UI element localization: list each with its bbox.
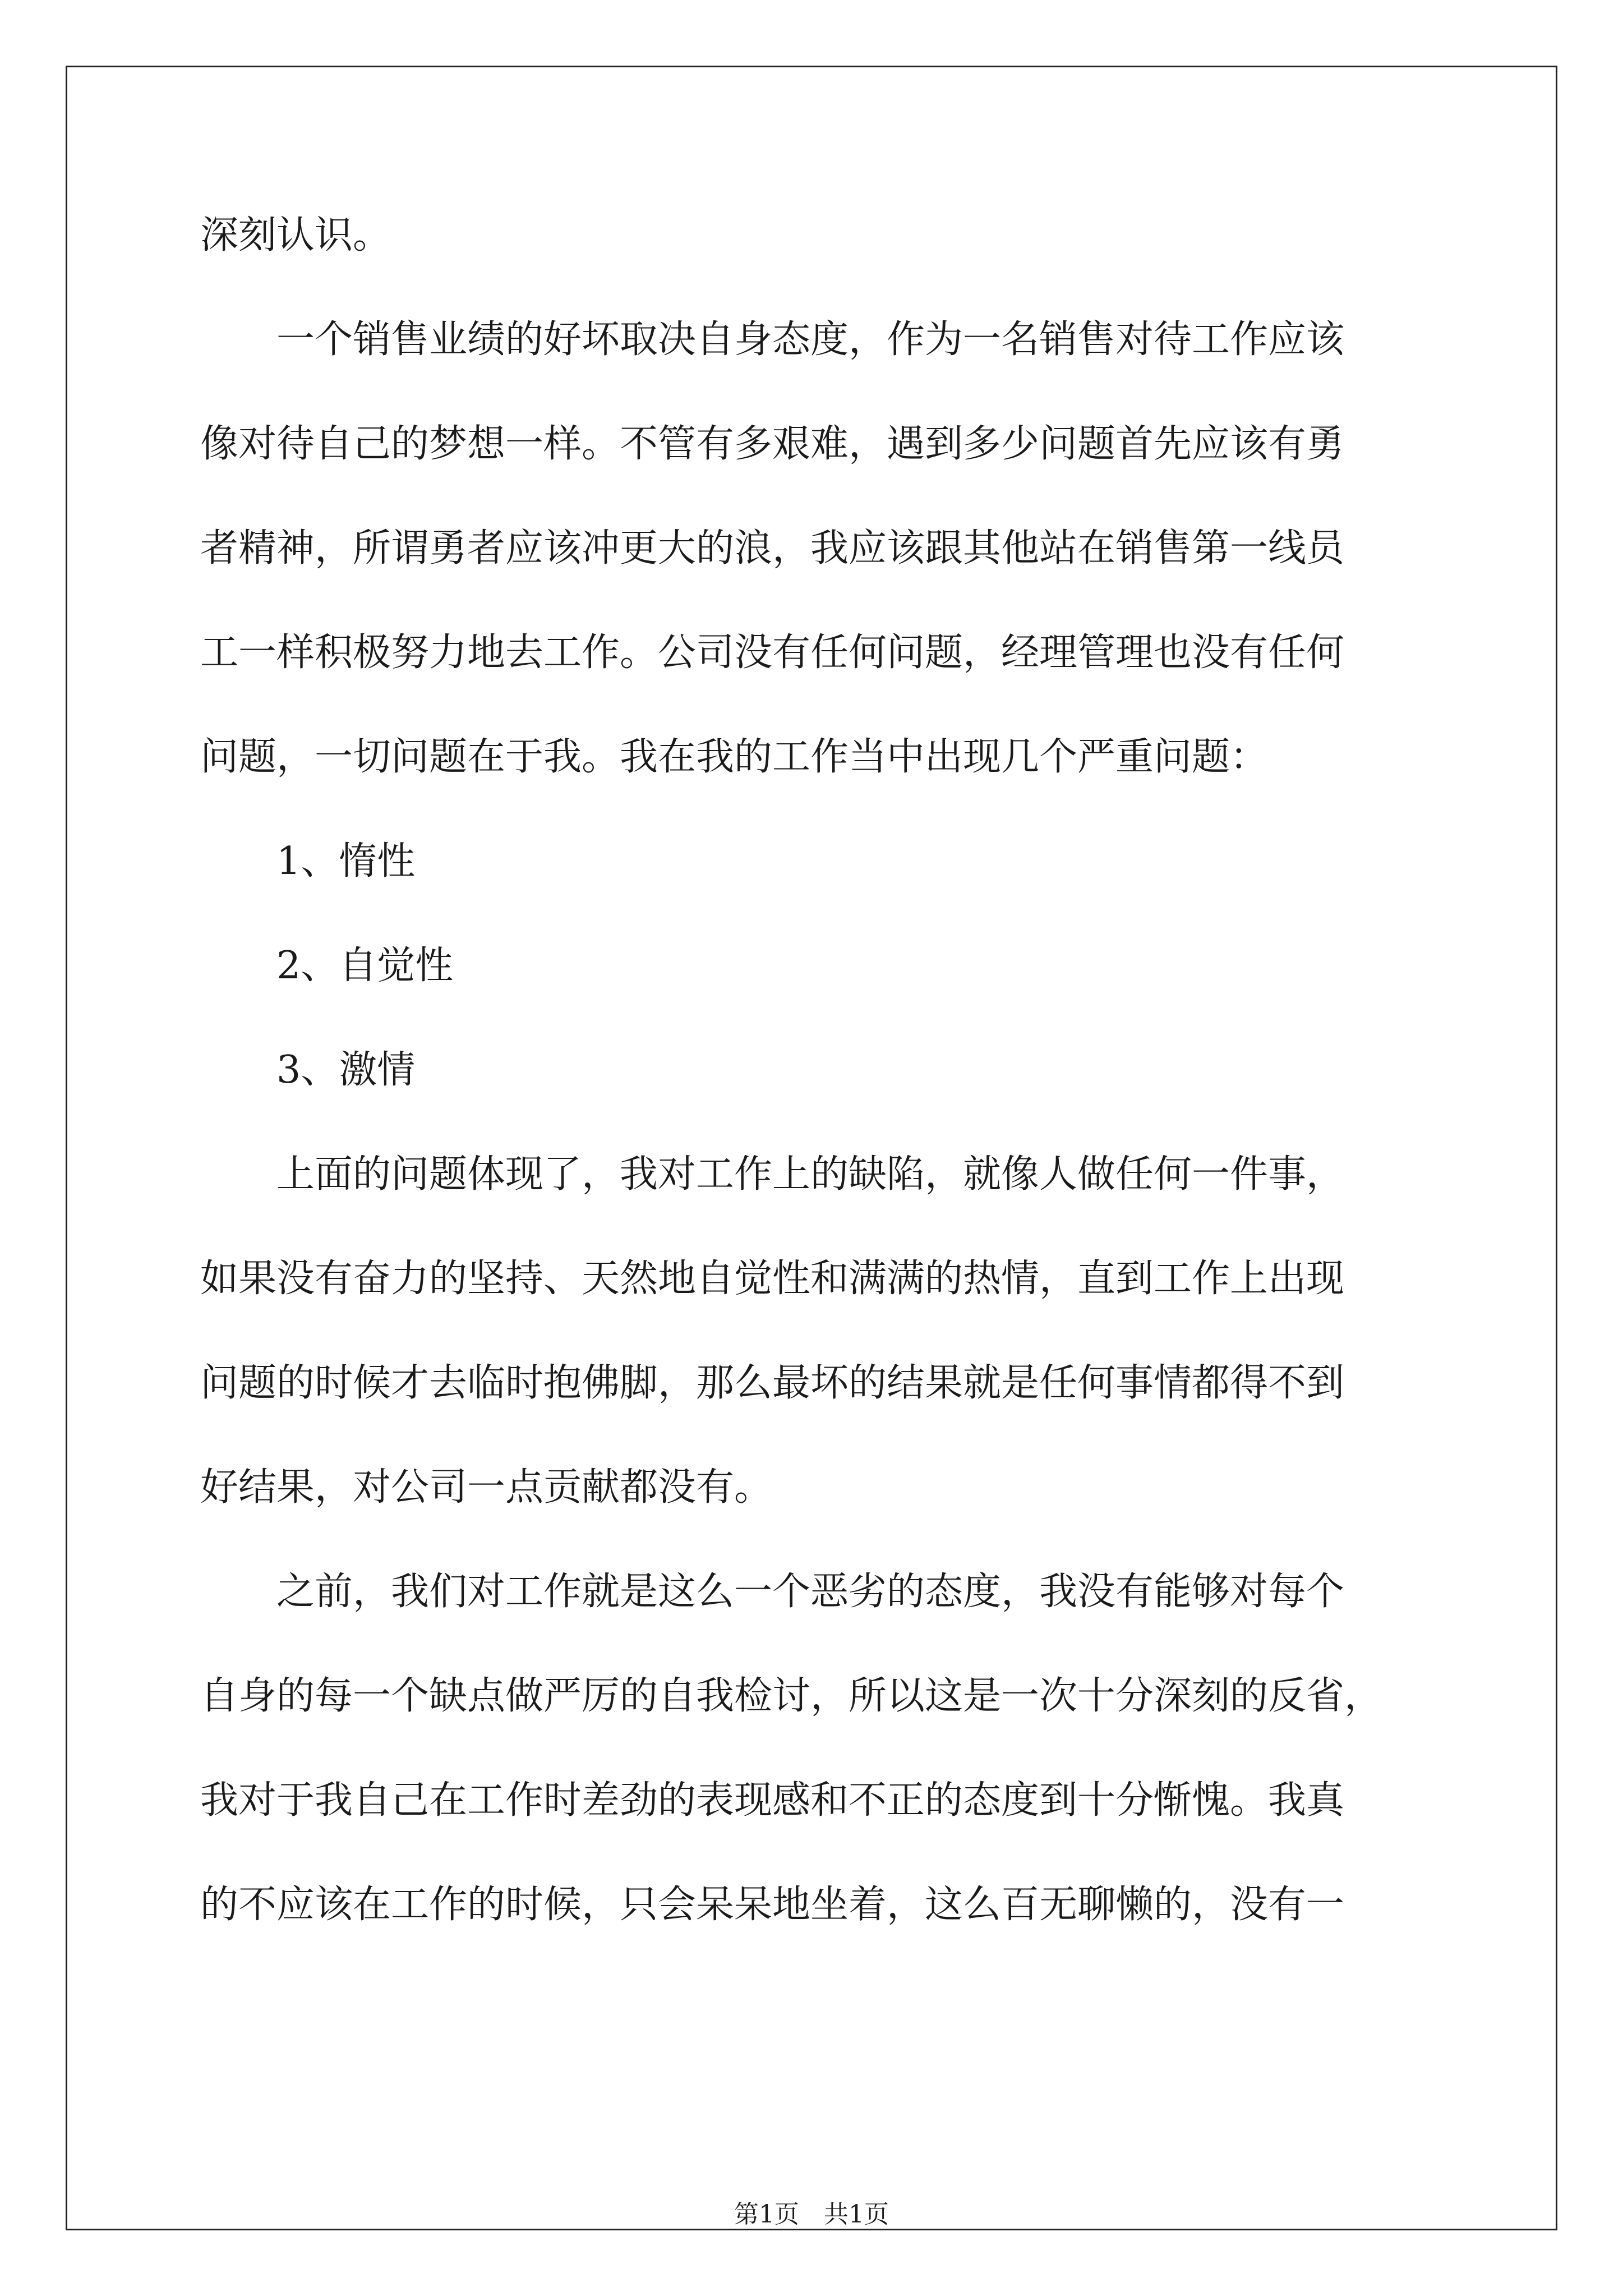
text-line: 上面的问题体现了，我对工作上的缺陷，就像人做任何一件事， bbox=[200, 1152, 1345, 1197]
text-line: 工一样积极努力地去工作。公司没有任何问题，经理管理也没有任何 bbox=[200, 631, 1345, 675]
text-line: 的不应该在工作的时候，只会呆呆地坐着，这么百无聊懒的，没有一 bbox=[200, 1883, 1345, 1927]
list-item: 2、自觉性 bbox=[200, 944, 454, 988]
text-line: 之前，我们对工作就是这么一个恶劣的态度，我没有能够对每个 bbox=[200, 1570, 1345, 1614]
text-line: 像对待自己的梦想一样。不管有多艰难，遇到多少问题首先应该有勇 bbox=[200, 422, 1345, 466]
text-line: 我对于我自己在工作时差劲的表现感和不正的态度到十分惭愧。我真 bbox=[200, 1778, 1345, 1823]
text-line: 问题，一切问题在于我。我在我的工作当中出现几个严重问题： bbox=[200, 735, 1269, 779]
text-line: 如果没有奋力的坚持、天然地自觉性和满满的热情，直到工作上出现 bbox=[200, 1257, 1345, 1301]
text-line: 好结果，对公司一点贡献都没有。 bbox=[200, 1465, 773, 1510]
list-item: 1、惰性 bbox=[200, 839, 416, 884]
text-line: 一个销售业绩的好坏取决自身态度，作为一名销售对待工作应该 bbox=[200, 318, 1345, 362]
text-line: 自身的每一个缺点做严厉的自我检讨，所以这是一次十分深刻的反省， bbox=[200, 1674, 1383, 1718]
page-footer: 第1页 共1页 bbox=[734, 2200, 889, 2229]
text-line: 问题的时候才去临时抱佛脚，那么最坏的结果就是任何事情都得不到 bbox=[200, 1361, 1345, 1405]
list-item: 3、激情 bbox=[200, 1048, 416, 1092]
text-line: 深刻认识。 bbox=[200, 213, 391, 257]
text-line: 者精神，所谓勇者应该冲更大的浪，我应该跟其他站在销售第一线员 bbox=[200, 526, 1345, 570]
